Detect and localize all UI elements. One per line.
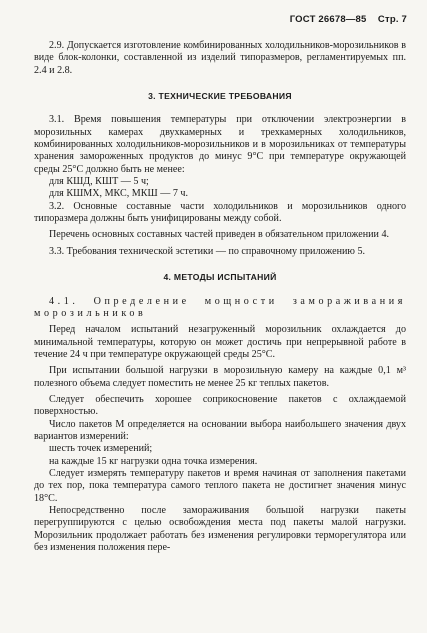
list-item-per-15kg: на каждые 15 кг нагрузки одна точка измерения. bbox=[49, 455, 258, 467]
section-3-heading: 3. ТЕХНИЧЕСКИЕ ТРЕБОВАНИЯ bbox=[148, 91, 292, 102]
paragraph-measure-temp: Следует измерять температуру пакетов и время начиная от заполнения пакетами до тех пор, пока температура самого теплого пакета не достигнет значения минус 18°С. bbox=[34, 467, 406, 504]
document-body bbox=[34, 40, 406, 554]
paragraph-contact: Следует обеспечить хорошее соприкосновение пакетов с охлаждаемой поверхностью. bbox=[34, 393, 406, 418]
paragraph-after-freezing: Непосредственно после замораживания большой нагрузки пакеты перегруппируются с целью освобождения места под пакеты малой нагрузки. Морозильник продолжает работать без изменения регулировки терморегулятора или без изменения положения пере- bbox=[34, 505, 406, 554]
doc-number: ГОСТ 26678—85 bbox=[289, 14, 367, 25]
list-item-kshmh: для КШМХ, МКС, МКШ — 7 ч. bbox=[49, 188, 189, 200]
paragraph-3-1: 3.1. Время повышения температуры при отключении электроэнергии в морозильных камерах двухкамерных и трехкамерных холодильников, комбинированных холодильников-морозильников и в морозильниках от температуры хранения замороженных продуктов до минус 9°С при температуре окружающей среды 25°С должно быть не менее: bbox=[34, 114, 406, 175]
paragraph-4-1-title: 4.1. Определение мощности замораживания морозильников bbox=[34, 295, 406, 319]
paragraph-before-test: Перед началом испытаний незагруженный морозильник охлаждается до минимальной температуры, которую он может достичь при непрерывной работе в течение 24 ч при температуре окружающей среды 25°С. bbox=[34, 324, 406, 360]
page-header bbox=[290, 14, 407, 25]
paragraph-list-parts: Перечень основных составных частей приведен в обязательном приложении 4. bbox=[49, 229, 390, 241]
list-item-six-points: шесть точек измерений; bbox=[49, 443, 153, 455]
paragraph-2-9: 2.9. Допускается изготовление комбинированных холодильников-морозильников в виде блок-колонки, составленной из изделий типоразмеров, регламентируемых пп. 2.4 и 2.8. bbox=[34, 40, 406, 76]
list-item-kshd: для КШД, КШТ — 5 ч; bbox=[49, 176, 149, 188]
paragraph-3-3: 3.3. Требования технической эстетики — по справочному приложению 5. bbox=[49, 245, 366, 257]
section-4-heading: 4. МЕТОДЫ ИСПЫТАНИЙ bbox=[163, 272, 277, 283]
page-number: Стр. 7 bbox=[377, 14, 407, 25]
paragraph-large-load: При испытании большой нагрузки в морозильную камеру на каждые 0,1 м³ полезного объема следует поместить не менее 25 кг теплых пакетов. bbox=[34, 365, 406, 389]
paragraph-package-count: Число пакетов М определяется на основании выбора наибольшего значения двух вариантов измерений: bbox=[34, 418, 406, 442]
paragraph-3-2: 3.2. Основные составные части холодильников и морозильников одного типоразмера должны быть унифицированы между собой. bbox=[34, 200, 406, 225]
